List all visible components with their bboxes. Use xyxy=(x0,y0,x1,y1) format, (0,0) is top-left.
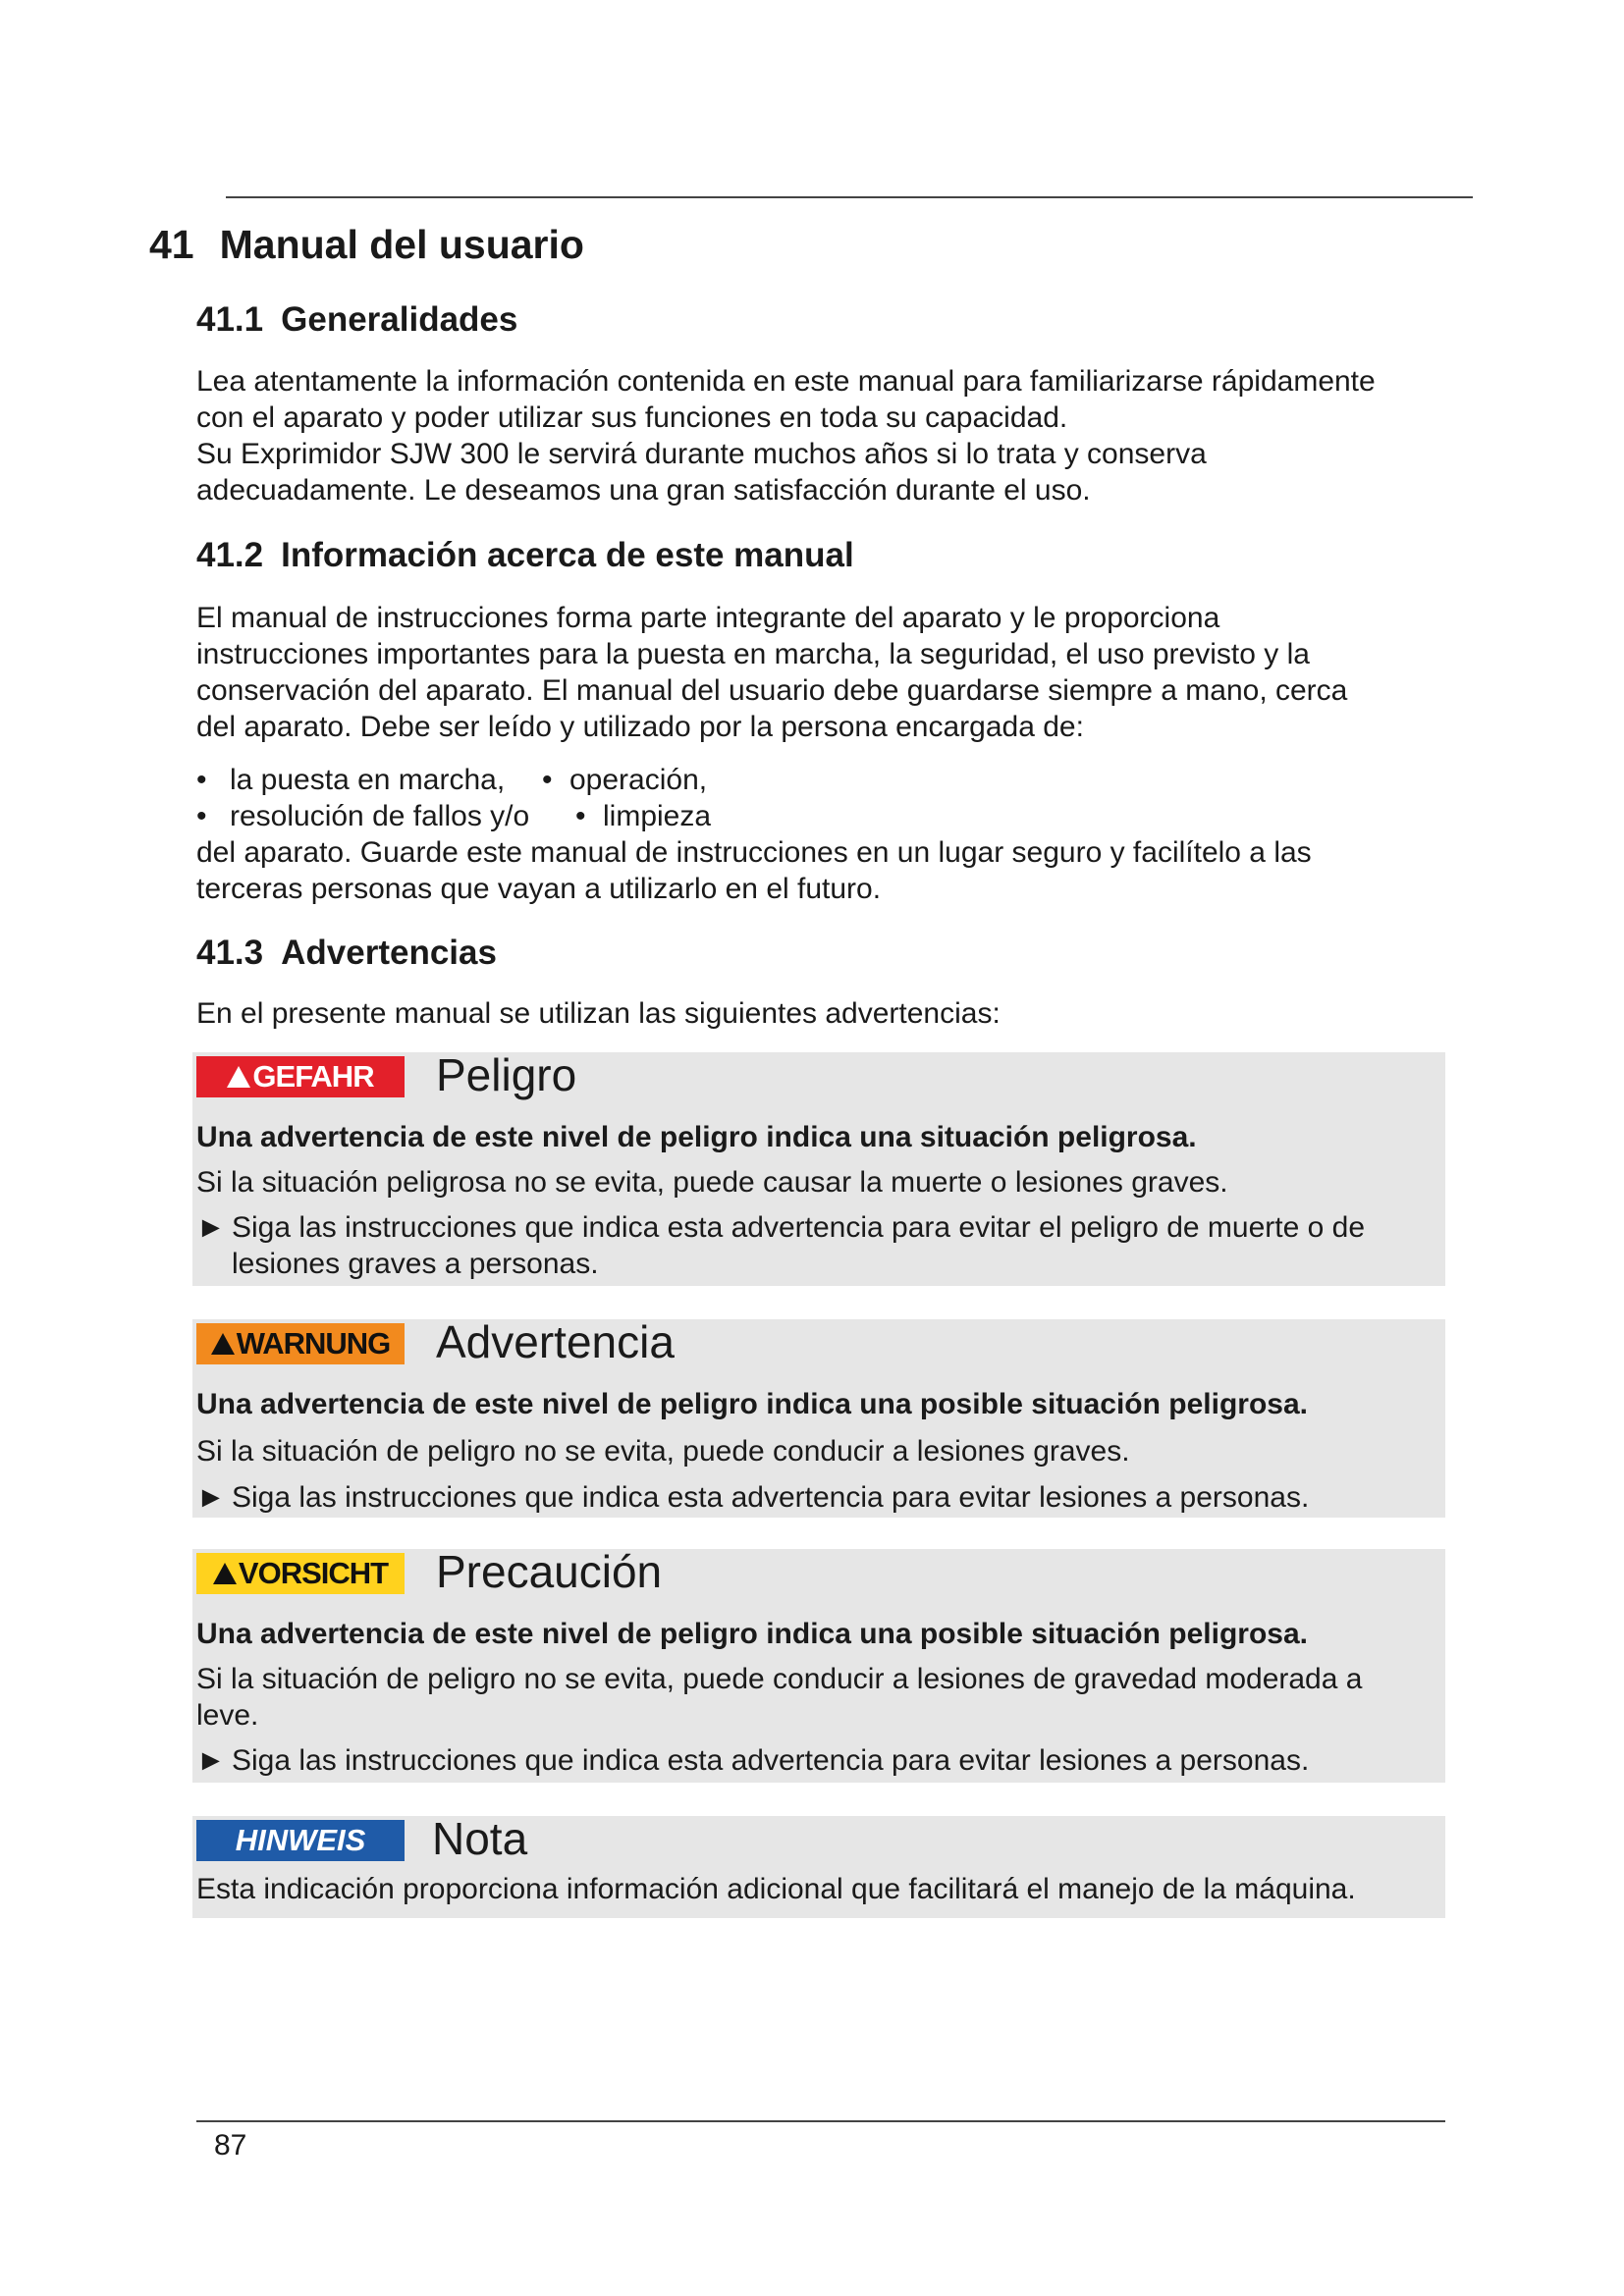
paragraph-line: del aparato. Debe ser leído y utilizado por la persona encargada de: xyxy=(196,711,1084,743)
step-text: Siga las instrucciones que indica esta advertencia para evitar lesiones a personas. xyxy=(232,1744,1310,1777)
chapter-title: Manual del usuario xyxy=(219,222,584,267)
consequence-line: Si la situación de peligro no se evita, puede conducir a lesiones de gravedad moderada a xyxy=(196,1663,1363,1695)
bullet-text: limpieza xyxy=(603,800,712,832)
list-item xyxy=(196,798,711,834)
paragraph-line: terceras personas que vayan a utilizarlo en el futuro. xyxy=(196,873,882,905)
bullet-icon: • xyxy=(196,800,207,832)
bullet-text: resolución de fallos y/o xyxy=(230,800,530,832)
step-text: Siga las instrucciones que indica esta advertencia para evitar el peligro de muerte o de xyxy=(232,1211,1366,1244)
step-arrow-icon: ► xyxy=(196,1481,226,1514)
bullet-icon: • xyxy=(542,764,553,796)
section-number: 41.3 xyxy=(196,934,264,972)
bullet-icon: • xyxy=(575,800,586,832)
box-statement: Una advertencia de este nivel de peligro indica una posible situación peligrosa. xyxy=(196,1618,1308,1650)
general-paragraph xyxy=(196,363,1463,508)
chapter-number: 41 xyxy=(149,222,194,267)
section-number: 41.2 xyxy=(196,536,264,574)
section-heading-warnings xyxy=(196,934,497,973)
chapter-heading xyxy=(149,222,584,268)
box-consequence xyxy=(196,1661,1362,1734)
paragraph-line: En el presente manual se utilizan las siguientes advertencias: xyxy=(196,997,1001,1030)
box-instruction xyxy=(196,1742,1309,1779)
bullet-text: la puesta en marcha, xyxy=(230,764,506,796)
paragraph-line: instrucciones importantes para la puesta en marcha, la seguridad, el uso previsto y la xyxy=(196,638,1310,670)
responsibility-bullet-list xyxy=(196,762,711,834)
badge-label: WARNUNG xyxy=(236,1326,391,1361)
paragraph-line: Su Exprimidor SJW 300 le servirá durante muchos años si lo trata y conserva xyxy=(196,438,1207,470)
bullet-text: operación, xyxy=(569,764,708,796)
paragraph-line: del aparato. Guarde este manual de instrucciones en un lugar seguro y facilítelo a las xyxy=(196,836,1312,869)
header-rule xyxy=(226,196,1473,198)
section-heading-general xyxy=(196,300,517,340)
section-number: 41.1 xyxy=(196,300,264,339)
warning-triangle-icon xyxy=(211,1333,235,1355)
step-text: Siga las instrucciones que indica esta advertencia para evitar lesiones a personas. xyxy=(232,1481,1310,1514)
box-consequence: Si la situación de peligro no se evita, puede conducir a lesiones graves. xyxy=(196,1435,1130,1468)
section-heading-about xyxy=(196,536,854,575)
badge-label: HINWEIS xyxy=(235,1823,366,1857)
danger-badge xyxy=(196,1056,405,1097)
section-title: Información acerca de este manual xyxy=(281,536,854,574)
warnings-intro xyxy=(196,995,1463,1032)
danger-warning-box xyxy=(192,1049,1445,1286)
footer-rule xyxy=(196,2120,1445,2122)
paragraph-line: conservación del aparato. El manual del usuario debe guardarse siempre a mano, cerca xyxy=(196,674,1348,707)
box-statement: Una advertencia de este nivel de peligro indica una situación peligrosa. xyxy=(196,1121,1197,1153)
box-title: Precaución xyxy=(436,1546,663,1597)
step-text: lesiones graves a personas. xyxy=(232,1248,599,1280)
box-title: Nota xyxy=(432,1813,528,1864)
note-box xyxy=(192,1813,1445,1918)
warning-triangle-icon xyxy=(213,1563,237,1584)
badge-label: VORSICHT xyxy=(238,1556,389,1590)
step-arrow-icon: ► xyxy=(196,1211,226,1244)
box-consequence: Si la situación peligrosa no se evita, puede causar la muerte o lesiones graves. xyxy=(196,1166,1228,1199)
warning-box xyxy=(192,1316,1445,1518)
box-instruction xyxy=(196,1209,1365,1282)
box-title: Advertencia xyxy=(436,1316,675,1367)
section-title: Generalidades xyxy=(281,300,518,339)
paragraph-line: El manual de instrucciones forma parte integrante del aparato y le proporciona xyxy=(196,602,1220,634)
box-title: Peligro xyxy=(436,1049,577,1100)
note-badge xyxy=(196,1820,405,1861)
box-instruction xyxy=(196,1479,1309,1516)
consequence-line: leve. xyxy=(196,1699,259,1732)
warning-triangle-icon xyxy=(227,1066,250,1088)
about-closing-paragraph xyxy=(196,834,1463,907)
paragraph-line: adecuadamente. Le deseamos una gran satisfacción durante el uso. xyxy=(196,474,1091,507)
badge-label: GEFAHR xyxy=(252,1059,374,1094)
step-arrow-icon: ► xyxy=(196,1744,226,1777)
box-statement: Una advertencia de este nivel de peligro indica una posible situación peligrosa. xyxy=(196,1388,1308,1420)
about-paragraph xyxy=(196,600,1463,745)
note-text: Esta indicación proporciona información adicional que facilitará el manejo de la máquina. xyxy=(196,1873,1356,1905)
paragraph-line: Lea atentamente la información contenida en este manual para familiarizarse rápidamente xyxy=(196,365,1376,398)
warning-badge xyxy=(196,1323,405,1364)
section-title: Advertencias xyxy=(281,934,497,972)
paragraph-line: con el aparato y poder utilizar sus funciones en toda su capacidad. xyxy=(196,401,1068,434)
caution-badge xyxy=(196,1553,405,1594)
caution-box xyxy=(192,1546,1445,1783)
bullet-icon: • xyxy=(196,764,207,796)
page-number: 87 xyxy=(214,2129,247,2162)
list-item xyxy=(196,762,711,798)
